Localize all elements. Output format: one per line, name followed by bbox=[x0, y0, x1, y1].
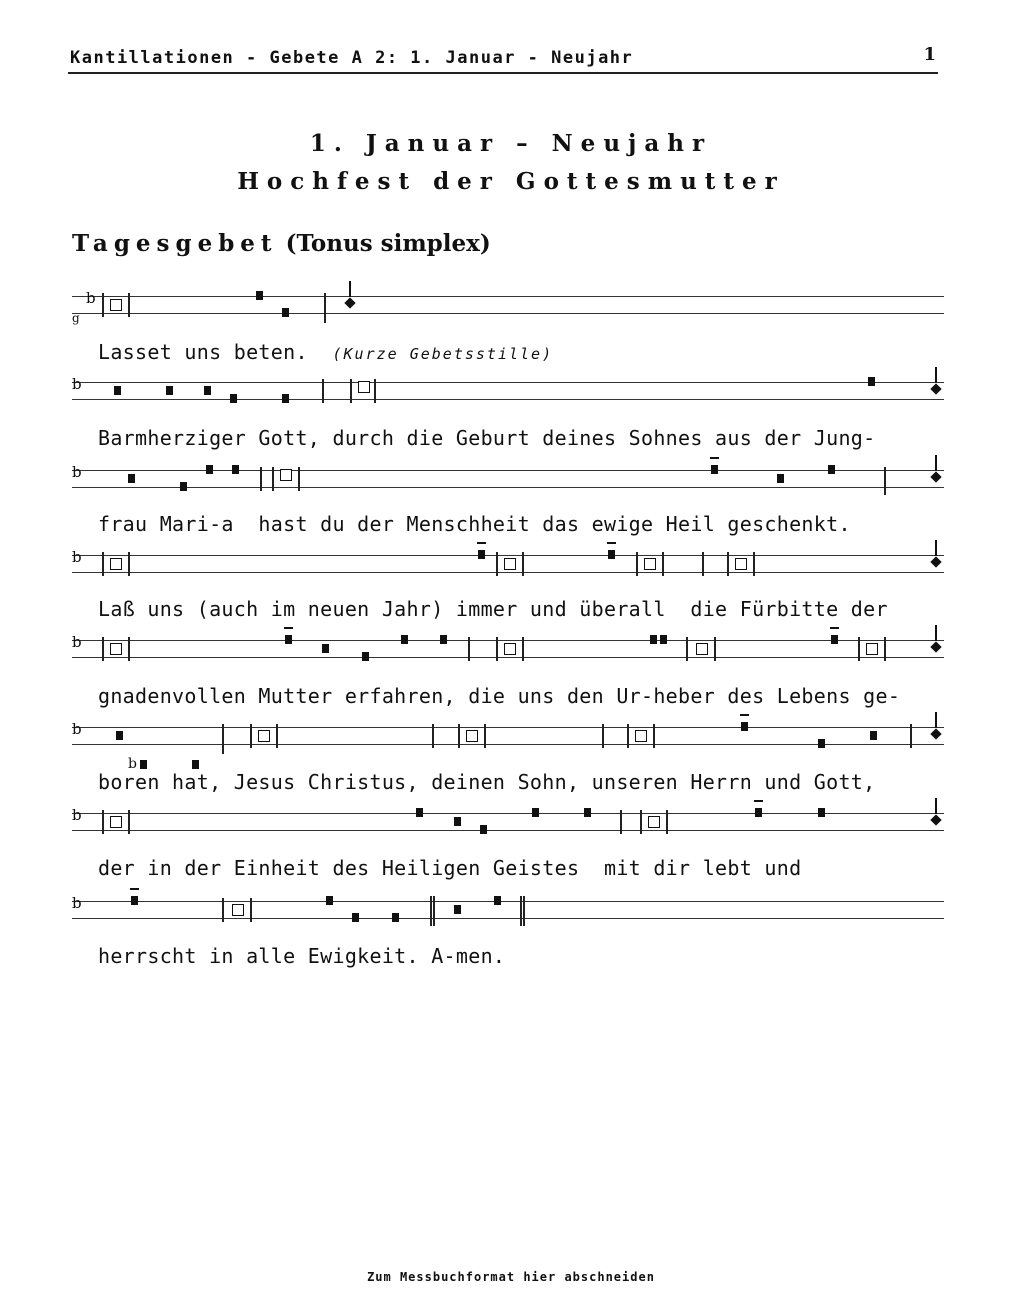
divider-tick-icon bbox=[102, 293, 104, 317]
note-icon bbox=[140, 760, 147, 769]
reciting-note-icon bbox=[696, 643, 708, 655]
note-icon bbox=[256, 291, 263, 300]
lyric-line-8: herrscht in alle Ewigkeit. A-men. bbox=[98, 944, 506, 968]
divider-tick-icon bbox=[702, 552, 704, 576]
note-icon bbox=[206, 465, 213, 474]
flat-clef-icon: b bbox=[72, 720, 82, 738]
divider-tick-icon bbox=[686, 637, 688, 661]
note-icon bbox=[818, 739, 825, 748]
lyric-line-2: Barmherziger Gott, durch die Geburt deines Sohnes aus der Jung- bbox=[98, 426, 876, 450]
divider-tick-icon bbox=[102, 637, 104, 661]
flat-clef-icon: b bbox=[72, 633, 82, 651]
cut-line-note: Zum Messbuchformat hier abschneiden bbox=[367, 1270, 655, 1284]
reciting-note-icon bbox=[735, 558, 747, 570]
note-stem-icon bbox=[935, 540, 937, 556]
chant-staff bbox=[72, 633, 944, 658]
rubric-note: (Kurze Gebetsstille) bbox=[332, 345, 554, 363]
reciting-note-icon bbox=[644, 558, 656, 570]
divider-tick-icon bbox=[298, 467, 300, 491]
divider-tick-icon bbox=[276, 724, 278, 748]
divider-tick-icon bbox=[250, 724, 252, 748]
double-bar-icon bbox=[520, 896, 525, 926]
lyric-line-5: gnadenvollen Mutter erfahren, die uns den Ur-heber des Lebens ge- bbox=[98, 684, 901, 708]
final-diamond-icon bbox=[930, 383, 941, 394]
flat-clef-icon: b bbox=[72, 463, 82, 481]
divider-tick-icon bbox=[522, 637, 524, 661]
note-icon bbox=[362, 652, 369, 661]
note-stem-icon bbox=[349, 281, 351, 297]
section-heading bbox=[72, 230, 491, 257]
note-icon bbox=[392, 913, 399, 922]
divider-tick-icon bbox=[910, 724, 912, 748]
divider-tick-icon bbox=[496, 552, 498, 576]
note-icon bbox=[650, 635, 657, 644]
chant-staff bbox=[72, 894, 944, 919]
header-title: Kantillationen - Gebete A 2: 1. Januar - Neujahr bbox=[70, 48, 634, 68]
note-icon bbox=[282, 308, 289, 317]
divider-tick-icon bbox=[222, 898, 224, 922]
note-icon bbox=[440, 635, 447, 644]
divider-tick-icon bbox=[322, 379, 324, 403]
divider-tick-icon bbox=[884, 467, 886, 495]
note-icon bbox=[282, 394, 289, 403]
reciting-note-icon bbox=[504, 558, 516, 570]
note-icon bbox=[166, 386, 173, 395]
chant-staff bbox=[72, 806, 944, 831]
final-diamond-icon bbox=[930, 728, 941, 739]
flat-clef-icon: b bbox=[72, 894, 82, 912]
final-diamond-icon bbox=[344, 297, 355, 308]
reciting-note-icon bbox=[648, 816, 660, 828]
reciting-note-icon bbox=[280, 469, 292, 481]
note-stem-icon bbox=[935, 455, 937, 471]
note-icon bbox=[192, 760, 199, 769]
lyric-line-7: der in der Einheit des Heiligen Geistes mit dir lebt und bbox=[98, 856, 802, 880]
divider-tick-icon bbox=[627, 724, 629, 748]
divider-tick-icon bbox=[350, 379, 352, 403]
note-icon bbox=[777, 474, 784, 483]
divider-tick-icon bbox=[727, 552, 729, 576]
divider-tick-icon bbox=[522, 552, 524, 576]
reciting-note-icon bbox=[110, 558, 122, 570]
divider-tick-icon bbox=[468, 637, 470, 661]
accent-dash-icon bbox=[284, 627, 293, 629]
divider-tick-icon bbox=[636, 552, 638, 576]
note-icon bbox=[230, 394, 237, 403]
divider-tick-icon bbox=[222, 724, 224, 754]
note-icon bbox=[868, 377, 875, 386]
divider-tick-icon bbox=[128, 810, 130, 834]
note-icon bbox=[480, 825, 487, 834]
note-icon bbox=[755, 808, 762, 817]
lyric-text: Lasset uns beten. bbox=[98, 340, 308, 364]
divider-tick-icon bbox=[250, 898, 252, 922]
note-icon bbox=[711, 465, 718, 474]
note-icon bbox=[532, 808, 539, 817]
accent-dash-icon bbox=[607, 542, 616, 544]
note-icon bbox=[870, 731, 877, 740]
divider-tick-icon bbox=[260, 467, 262, 491]
accent-dash-icon bbox=[477, 542, 486, 544]
reciting-note-icon bbox=[258, 730, 270, 742]
final-diamond-icon bbox=[930, 471, 941, 482]
chant-staff bbox=[72, 289, 944, 325]
note-icon bbox=[322, 644, 329, 653]
note-icon bbox=[128, 474, 135, 483]
reciting-note-icon bbox=[110, 299, 122, 311]
divider-tick-icon bbox=[128, 552, 130, 576]
note-icon bbox=[818, 808, 825, 817]
page-subtitle: Hochfest der Gottesmutter bbox=[237, 168, 785, 195]
section-tone: (Tonus simplex) bbox=[285, 230, 491, 257]
note-icon bbox=[401, 635, 408, 644]
double-bar-icon bbox=[430, 896, 435, 926]
note-stem-icon bbox=[935, 712, 937, 728]
chant-staff bbox=[72, 548, 944, 573]
divider-tick-icon bbox=[458, 724, 460, 748]
flat-clef-icon: b bbox=[72, 548, 82, 566]
divider-tick-icon bbox=[666, 810, 668, 834]
note-icon bbox=[180, 482, 187, 491]
divider-tick-icon bbox=[653, 724, 655, 748]
lyric-line-3: frau Mari-a hast du der Menschheit das ewige Heil geschenkt. bbox=[98, 512, 851, 536]
divider-tick-icon bbox=[884, 637, 886, 661]
note-icon bbox=[131, 896, 138, 905]
chant-staff bbox=[72, 463, 944, 488]
note-icon bbox=[454, 905, 461, 914]
note-icon bbox=[584, 808, 591, 817]
divider-tick-icon bbox=[374, 379, 376, 403]
note-icon bbox=[352, 913, 359, 922]
note-icon bbox=[116, 731, 123, 740]
note-icon bbox=[285, 635, 292, 644]
note-icon bbox=[454, 817, 461, 826]
flat-clef-icon: b bbox=[72, 806, 82, 824]
divider-tick-icon bbox=[496, 637, 498, 661]
final-diamond-icon bbox=[930, 814, 941, 825]
lyric-line-1 bbox=[98, 340, 553, 364]
note-icon bbox=[326, 896, 333, 905]
reciting-note-icon bbox=[110, 816, 122, 828]
flat-sign-icon: b bbox=[128, 756, 137, 772]
note-icon bbox=[416, 808, 423, 817]
flat-clef-icon: b bbox=[86, 289, 96, 307]
note-icon bbox=[660, 635, 667, 644]
divider-tick-icon bbox=[102, 810, 104, 834]
chant-staff bbox=[72, 720, 944, 772]
divider-tick-icon bbox=[640, 810, 642, 834]
note-icon bbox=[204, 386, 211, 395]
note-icon bbox=[478, 550, 485, 559]
divider-tick-icon bbox=[484, 724, 486, 748]
divider-tick-icon bbox=[714, 637, 716, 661]
reciting-note-icon bbox=[504, 643, 516, 655]
note-icon bbox=[232, 465, 239, 474]
divider-tick-icon bbox=[272, 467, 274, 491]
divider-tick-icon bbox=[128, 293, 130, 317]
final-diamond-icon bbox=[930, 641, 941, 652]
note-icon bbox=[828, 465, 835, 474]
divider-tick-icon bbox=[753, 552, 755, 576]
note-stem-icon bbox=[935, 367, 937, 383]
divider-tick-icon bbox=[324, 293, 326, 323]
page-header bbox=[68, 44, 938, 74]
page-number: 1 bbox=[923, 44, 936, 65]
divider-tick-icon bbox=[102, 552, 104, 576]
page-title: 1. Januar – Neujahr bbox=[309, 130, 713, 157]
accent-dash-icon bbox=[710, 457, 719, 459]
reciting-note-icon bbox=[466, 730, 478, 742]
final-diamond-icon bbox=[930, 556, 941, 567]
accent-dash-icon bbox=[130, 888, 139, 890]
lyric-line-6: boren hat, Jesus Christus, deinen Sohn, unseren Herrn und Gott, bbox=[98, 770, 876, 794]
note-icon bbox=[741, 722, 748, 731]
g-clef-icon: g bbox=[72, 311, 80, 325]
divider-tick-icon bbox=[858, 637, 860, 661]
divider-tick-icon bbox=[620, 810, 622, 834]
note-stem-icon bbox=[935, 798, 937, 814]
note-icon bbox=[114, 386, 121, 395]
note-stem-icon bbox=[935, 625, 937, 641]
divider-tick-icon bbox=[602, 724, 604, 748]
note-icon bbox=[494, 896, 501, 905]
accent-dash-icon bbox=[830, 627, 839, 629]
divider-tick-icon bbox=[432, 724, 434, 748]
reciting-note-icon bbox=[110, 643, 122, 655]
accent-dash-icon bbox=[754, 800, 763, 802]
chant-staff bbox=[72, 375, 944, 400]
section-title: Tagesgebet bbox=[72, 230, 278, 257]
reciting-note-icon bbox=[232, 904, 244, 916]
accent-dash-icon bbox=[740, 714, 749, 716]
note-icon bbox=[831, 635, 838, 644]
lyric-line-4: Laß uns (auch im neuen Jahr) immer und überall die Fürbitte der bbox=[98, 597, 888, 621]
note-icon bbox=[608, 550, 615, 559]
flat-clef-icon: b bbox=[72, 375, 82, 393]
reciting-note-icon bbox=[635, 730, 647, 742]
reciting-note-icon bbox=[358, 381, 370, 393]
divider-tick-icon bbox=[128, 637, 130, 661]
divider-tick-icon bbox=[662, 552, 664, 576]
reciting-note-icon bbox=[866, 643, 878, 655]
